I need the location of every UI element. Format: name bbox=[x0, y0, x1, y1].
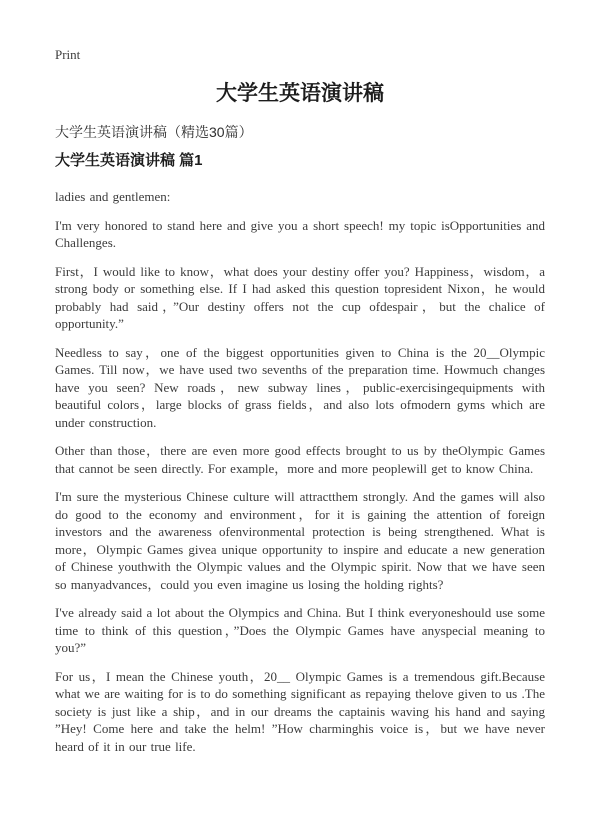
document-title: 大学生英语演讲稿 bbox=[216, 82, 384, 105]
speech-paragraph: Other than those，there are even more good effects brought to us by theOlympic Games that cannot be seen directly. For example，more and more peoplewill get to know China. bbox=[55, 443, 545, 476]
section-heading-part1: 大学生英语演讲稿 篇1 bbox=[55, 152, 203, 169]
speech-paragraph: I'm sure the mysterious Chinese culture will attractthem strongly. And the games will also do good to the economy and environment，for it is gaining the attention of foreign investors and the awareness ofenvironmental protection is being strengthened. What is more，Olympic Games givea unique opportunity to inspire and educate a new generation of Chinese youthwith the Olympic values and the Olympic spirit. Now that we have seen so manyadvances，could you even imagine us losing the holding rights? bbox=[55, 489, 545, 592]
speech-paragraph: For us，I mean the Chinese youth，20__ Olympic Games is a tremendous gift.Because what we are waiting for is to do something significant as repaying thelove given to us .The society is just like a ship，and in our dreams the captainis waving his hand and saying ”Hey! Come here and take the helm! ”How charminghis voice is，but we have never heard of it in our true life. bbox=[55, 668, 545, 754]
document-subtitle: 大学生英语演讲稿（精选30篇） bbox=[55, 124, 253, 140]
speech-paragraph: I'm very honored to stand here and give you a short speech! my topic isOpportunities and Challenges. bbox=[55, 217, 545, 250]
speech-paragraph: Needless to say，one of the biggest opportunities given to China is the 20__Olympic Games. Till now，we have used two sevenths of the preparation time. Howmuch changes have you seen? New roads，new subway lines，public-exercisingequipments with beautiful colors，large blocks of grass fields，and also lots ofmodern gyms which are under construction. bbox=[55, 344, 545, 430]
speech-body bbox=[55, 188, 545, 755]
speech-paragraph-salutation: ladies and gentlemen: bbox=[55, 189, 171, 204]
print-link[interactable]: Print bbox=[55, 47, 81, 62]
speech-paragraph: First，I would like to know，what does your destiny offer you? Happiness，wisdom，a strong body or something else. If I had asked this question topresident Nixon，he would probably had said，”Our destiny offers not the cup ofdespair，but the chalice of opportunity.” bbox=[55, 263, 545, 331]
speech-paragraph: I've already said a lot about the Olympics and China. But I think everyoneshould use some time to think of this question，”Does the Olympic Games have anyspecial meaning to you?” bbox=[55, 605, 545, 655]
